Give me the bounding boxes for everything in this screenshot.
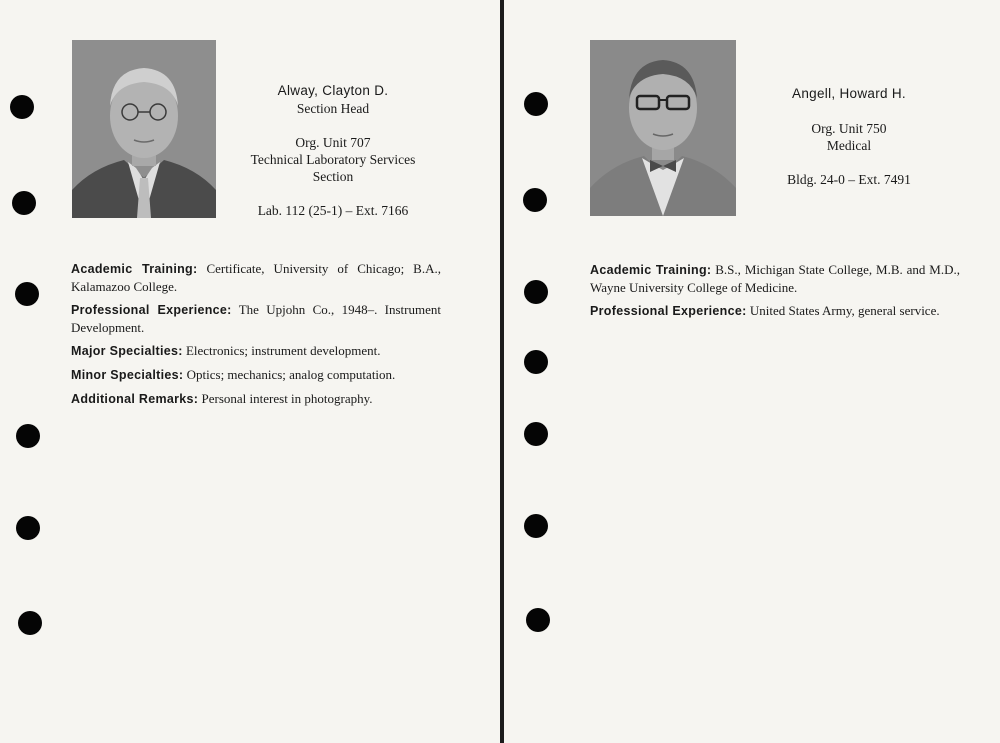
location-extension: Lab. 112 (25-1) – Ext. 7166 xyxy=(257,203,409,218)
binder-hole xyxy=(523,188,547,212)
org-unit: Org. Unit 707 xyxy=(295,135,371,150)
portrait-photo-angell xyxy=(590,40,736,216)
binder-hole xyxy=(524,350,548,374)
minor-specialties: Minor Specialties: Optics; mechanics; analog computation. xyxy=(71,367,396,382)
org-unit: Org. Unit 750 xyxy=(811,121,887,136)
employee-header xyxy=(222,82,444,219)
professional-experience: Professional Experience: United States Army, general service. xyxy=(590,303,940,318)
binder-hole xyxy=(10,95,34,119)
portrait-icon xyxy=(72,40,216,218)
binder-hole xyxy=(16,516,40,540)
right-page xyxy=(504,0,1000,743)
major-specialties: Major Specialties: Electronics; instrument development. xyxy=(71,343,381,358)
binder-hole xyxy=(15,282,39,306)
portrait-photo-alway xyxy=(72,40,216,218)
employee-name: Alway, Clayton D. xyxy=(277,83,389,98)
academic-training: Academic Training: B.S., Michigan State College, M.B. and M.D., Wayne University College of Medicine. xyxy=(590,262,960,295)
department-line: Technical Laboratory Services xyxy=(250,152,416,167)
employee-header xyxy=(744,85,954,188)
additional-remarks: Additional Remarks: Personal interest in photography. xyxy=(71,391,373,406)
binder-hole xyxy=(18,611,42,635)
binder-hole xyxy=(524,422,548,446)
employee-details xyxy=(71,260,441,414)
employee-name: Angell, Howard H. xyxy=(792,86,906,101)
binder-hole xyxy=(524,280,548,304)
binder-hole xyxy=(524,514,548,538)
location-extension: Bldg. 24-0 – Ext. 7491 xyxy=(787,172,911,187)
academic-training: Academic Training: Certificate, University of Chicago; B.A., Kalamazoo College. xyxy=(71,261,441,294)
professional-experience: Professional Experience: The Upjohn Co., 1948–. Instrument Development. xyxy=(71,302,441,335)
employee-details xyxy=(590,261,960,326)
binder-hole xyxy=(524,92,548,116)
binder-hole xyxy=(526,608,550,632)
binder-hole xyxy=(16,424,40,448)
portrait-icon xyxy=(590,40,736,216)
binder-hole xyxy=(12,191,36,215)
department-line: Medical xyxy=(826,138,872,153)
job-title: Section Head xyxy=(296,101,370,116)
department-line: Section xyxy=(312,169,354,184)
